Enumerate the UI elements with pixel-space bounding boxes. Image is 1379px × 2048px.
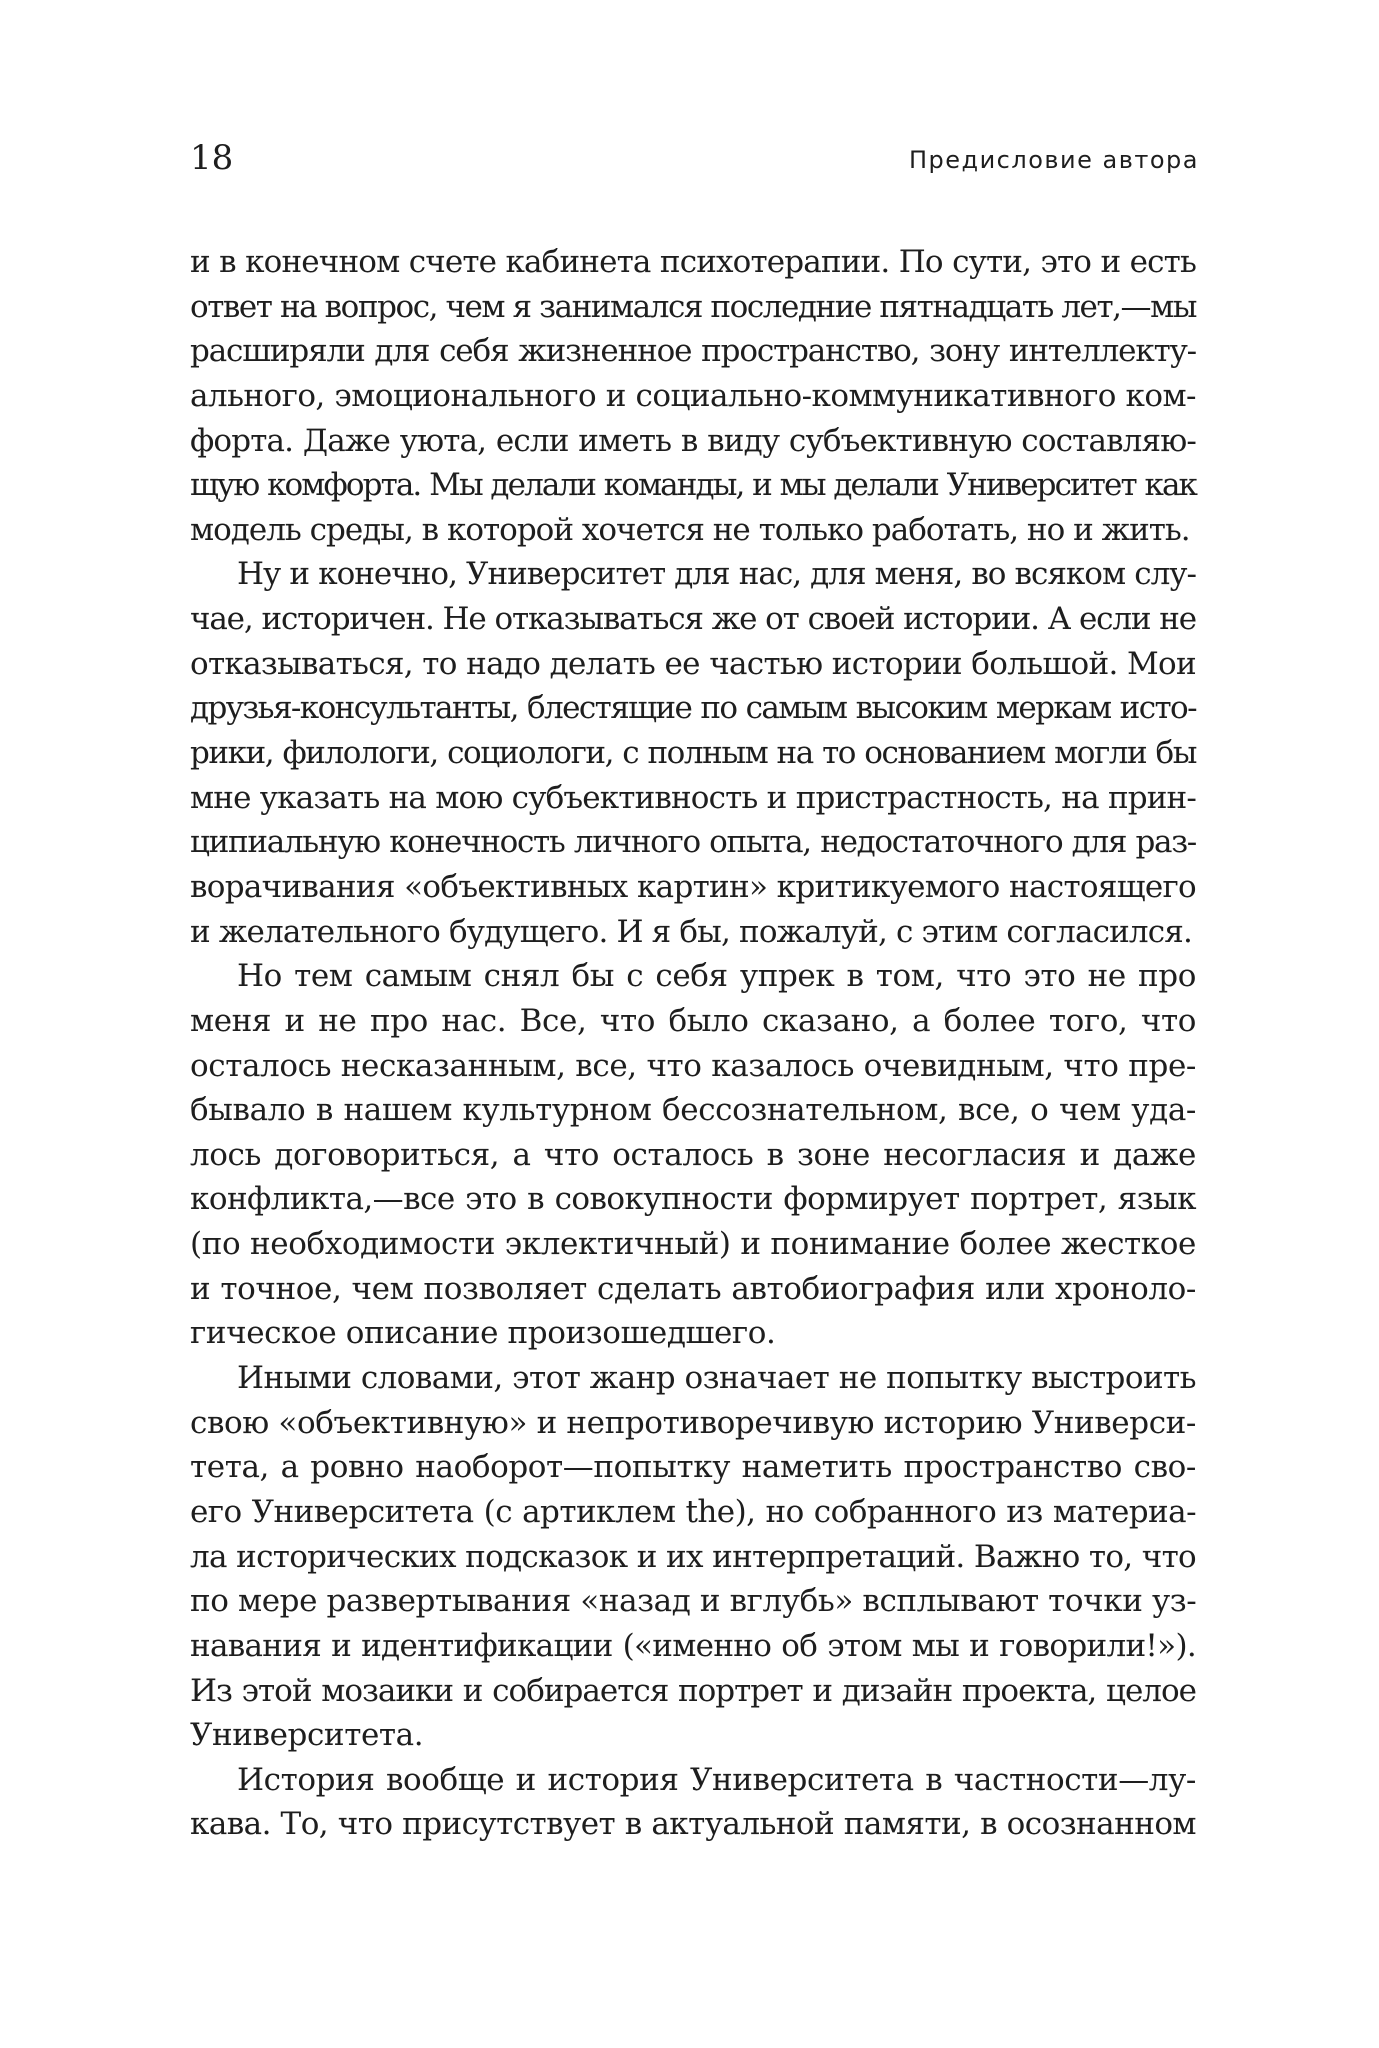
text-line: бывало в нашем культурном бессознательном, все, о чем уда- [190,1092,1196,1129]
text-line: и в конечном счете кабинета психотерапии. По сути, это и есть [190,244,1196,280]
text-line: ципиальную конечность личного опыта, недостаточного для раз- [190,824,1196,861]
text-line: меня и не про нас. Все, что было сказано, а более того, что [190,1002,1196,1039]
text-line: (по необходимости эклектичный) и понимание более жесткое [190,1226,1196,1263]
text-line: и желательного будущего. И я бы, пожалуй, с этим согласился. [190,913,1192,950]
text-line: расширяли для себя жизненное пространство, зону интеллекту- [190,333,1196,370]
text-line: щую комфорта. Мы делали команды, и мы делали Университет как [190,467,1196,504]
text-line: гическое описание произошедшего. [190,1315,776,1352]
text-line: отказываться, то надо делать ее частью истории большой. Мои [190,645,1196,682]
paragraph [190,552,1196,954]
paragraph [190,954,1196,1356]
text-line: и точное, чем позволяет сделать автобиография или хроноло- [190,1270,1196,1307]
text-line: осталось несказанным, все, что казалось очевидным, что пре- [190,1047,1196,1084]
text-line: История вообще и история Университета в частности—лу- [237,1761,1196,1798]
text-line: модель среды, в которой хочется не только работать, но и жить. [190,511,1190,548]
running-head: Предисловие автора [908,146,1199,174]
text-line: ального, эмоционального и социально-коммуникативного ком- [190,377,1196,414]
text-line: кава. То, что присутствует в актуальной памяти, в осознанном [190,1806,1196,1843]
paragraph [190,1356,1196,1758]
page-number: 18 [190,138,234,178]
text-line: Университета. [190,1717,424,1754]
text-line: Ну и конечно, Университет для нас, для меня, во всяком слу- [237,556,1196,593]
text-line: его Университета (с артиклем the), но собранного из материа- [190,1493,1196,1530]
paragraph [190,1758,1196,1847]
text-line: навания и идентификации («именно об этом мы и говорили!»). [190,1627,1196,1664]
text-line: лось договориться, а что осталось в зоне несогласия и даже [190,1136,1196,1173]
text-line: ла исторических подсказок и их интерпретаций. Важно то, что [190,1538,1196,1575]
text-line: друзья-консультанты, блестящие по самым высоким меркам исто- [190,690,1196,727]
text-line: Иными словами, этот жанр означает не попытку выстроить [237,1360,1196,1397]
page-header [190,138,1199,188]
text-line: тета, а ровно наоборот—попытку наметить пространство сво- [190,1449,1196,1486]
text-line: рики, филологи, социологи, с полным на то основанием могли бы [190,735,1196,772]
text-line: форта. Даже уюта, если иметь в виду субъективную составляю- [190,422,1196,459]
text-line: чае, историчен. Не отказываться же от своей истории. А если не [190,601,1196,638]
text-line: конфликта,—все это в совокупности формирует портрет, язык [190,1181,1196,1218]
text-line: ворачивания «объективных картин» критикуемого настоящего [190,868,1196,905]
text-line: по мере развертывания «назад и вглубь» всплывают точки уз- [190,1583,1197,1620]
text-line: Из этой мозаики и собирается портрет и дизайн проекта, целое [190,1672,1196,1709]
text-line: свою «объективную» и непротиворечивую историю Универси- [190,1404,1196,1441]
text-line: Но тем самым снял бы с себя упрек в том, что это не про [237,958,1196,995]
paragraph [190,240,1196,552]
text-line: мне указать на мою субъективность и пристрастность, на прин- [190,779,1196,816]
text-line: ответ на вопрос, чем я занимался последние пятнадцать лет,—мы [190,288,1196,325]
body-text [190,240,1196,1847]
